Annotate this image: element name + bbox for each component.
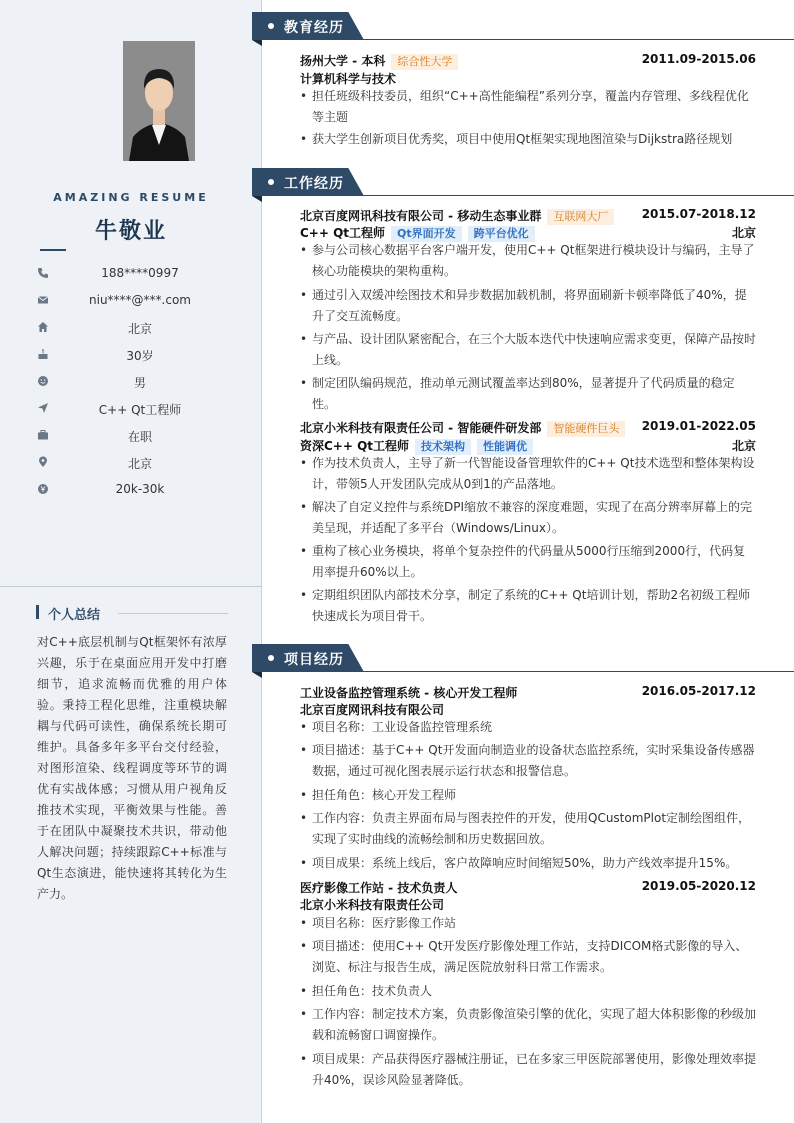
list-item: • 定期组织团队内部技术分享，制定了系统的C++ Qt培训计划，帮助2名初级工程师快速成长为项目骨干。	[300, 585, 756, 627]
list-item: • 工作内容：负责主界面布局与图表控件的开发，使用QCustomPlot定制绘图组件，实现了实时曲线的流畅绘制和历史数据回放。	[300, 808, 756, 850]
list-item: • 项目描述：基于C++ Qt开发面向制造业的设备状态监控系统，实时采集设备传感器数据，通过可视化图表展示运行状态和报警信息。	[300, 740, 756, 782]
project-company: 北京小米科技有限责任公司	[300, 898, 445, 912]
info-text: 北京	[127, 457, 152, 471]
info-position	[0, 399, 262, 419]
list-item: • 解决了自定义控件与系统DPI缩放不兼容的深度难题，实现了在高分辨率屏幕上的完美呈现，并适配了多平台（Windows/Linux）。	[300, 497, 756, 539]
job-role: C++ Qt工程师	[300, 226, 386, 240]
info-status	[0, 426, 262, 446]
project-date: 2016.05-2017.12	[641, 684, 756, 698]
job-city: 北京	[731, 226, 756, 240]
list-item: • 作为技术负责人，主导了新一代智能设备管理软件的C++ Qt技术选型和整体架构设计，带领5人开发团队完成从0到1的产品落地。	[300, 453, 756, 495]
company-tag: 互联网大厂	[547, 209, 614, 225]
summary-text: 对C++底层机制与Qt框架怀有浓厚兴趣，乐于在桌面应用开发中打磨细节，追求流畅而优雅的用户体验。秉持工程化思维，注重模块解耦与代码可读性，确保系统长期可维护。具备多年多平台交付经验，对图形渲染、线程调度等环节的调优有实战体感；习惯从用户视角反推技术实现，平衡效果与性能。善于在团队中凝聚技术共识，带动他人解决问题；持续跟踪C++标准与Qt生态演进，能快速将其转化为生产力。	[37, 635, 227, 901]
major: 计算机科学与技术	[300, 72, 397, 86]
send-icon	[37, 402, 49, 414]
info-text: 188****0997	[101, 266, 179, 280]
list-item: • 通过引入双缓冲绘图技术和异步数据加载机制，将界面刷新卡顿率降低了40%，提升了交互流畅度。	[300, 285, 756, 327]
list-item: • 重构了核心业务模块，将单个复杂控件的代码量从5000行压缩到2000行，代码复用率提升60%以上。	[300, 541, 756, 583]
company-name: 北京百度网讯科技有限公司 - 移动生态事业群	[300, 209, 542, 223]
info-location	[0, 453, 262, 473]
skill-tag: 性能调优	[477, 439, 533, 455]
company-tag: 智能硬件巨头	[547, 421, 625, 437]
job-city: 北京	[731, 439, 756, 453]
section-line	[262, 195, 794, 196]
summary-heading: 个人总结	[36, 604, 100, 623]
section-line	[262, 39, 794, 40]
list-item: • 参与公司核心数据平台客户端开发，使用C++ Qt框架进行模块设计与编码，主导了核心功能模块的架构重构。	[300, 240, 756, 282]
project-company: 北京百度网讯科技有限公司	[300, 703, 445, 717]
person-name: 牛敬业	[94, 219, 167, 244]
info-gender	[0, 372, 262, 392]
section-title: 教育经历	[284, 20, 344, 36]
list-item: • 制定团队编码规范，推动单元测试覆盖率达到80%，显著提升了代码质量的稳定性。	[300, 373, 756, 415]
info-text: 30岁	[126, 349, 154, 363]
section-header-work	[252, 168, 364, 196]
info-text: 北京	[127, 322, 152, 336]
list-item: • 工作内容：制定技术方案，负责影像渲染引擎的优化，实现了超大体积影像的秒级加载和流畅窗口调窗操作。	[300, 1004, 756, 1046]
section-header-education	[252, 12, 364, 40]
section-line	[262, 671, 794, 672]
job-date: 2019.01-2022.05	[641, 419, 756, 433]
project-name: 工业设备监控管理系统 - 核心开发工程师	[300, 686, 518, 700]
list-item: • 项目成果：系统上线后，客户故障响应时间缩短50%，助力产线效率提升15%。	[300, 853, 756, 874]
sidebar-divider	[0, 586, 262, 587]
list-item: • 项目成果：产品获得医疗器械注册证，已在多家三甲医院部署使用，影像处理效率提升40%，误诊风险显著降低。	[300, 1049, 756, 1091]
job-date: 2015.07-2018.12	[641, 207, 756, 221]
list-item: • 项目描述：使用C++ Qt开发医疗影像处理工作站，支持DICOM格式影像的导入、浏览、标注与报告生成，满足医院放射科日常工作需求。	[300, 936, 756, 978]
project-date: 2019.05-2020.12	[641, 879, 756, 893]
skill-tag: Qt界面开发	[391, 226, 462, 242]
education-date: 2011.09-2015.06	[641, 52, 756, 66]
info-email	[0, 291, 262, 311]
section-title: 工作经历	[284, 176, 344, 192]
school-tag: 综合性大学	[391, 54, 458, 70]
cake-icon	[37, 348, 49, 360]
smile-icon	[37, 375, 49, 387]
company-name: 北京小米科技有限责任公司 - 智能硬件研发部	[300, 421, 542, 435]
list-item: • 项目名称：医疗影像工作站	[300, 913, 756, 934]
list-item: • 担任角色：技术负责人	[300, 981, 756, 1002]
info-text: niu****@***.com	[89, 293, 191, 307]
location-icon	[37, 456, 49, 468]
list-item: • 获大学生创新项目优秀奖，项目中使用Qt框架实现地图渲染与Dijkstra路径规划	[300, 129, 756, 150]
project-name: 医疗影像工作站 - 技术负责人	[300, 881, 458, 895]
info-home	[0, 318, 262, 338]
phone-icon	[37, 267, 49, 279]
info-text: 20k-30k	[115, 482, 165, 496]
info-text: 在职	[127, 430, 152, 444]
info-salary	[0, 480, 262, 500]
main-content	[262, 0, 794, 1123]
brand-text: AMAZING RESUME	[53, 191, 209, 204]
section-header-projects	[252, 644, 364, 672]
sidebar	[0, 0, 262, 1123]
skill-tag: 技术架构	[415, 439, 471, 455]
info-text: 男	[133, 376, 146, 390]
avatar	[123, 41, 195, 161]
home-icon	[37, 321, 49, 333]
section-title: 项目经历	[284, 652, 344, 668]
info-phone	[0, 264, 262, 284]
money-icon	[37, 483, 49, 495]
list-item: • 与产品、设计团队紧密配合，在三个大版本迭代中快速响应需求变更，保障产品按时上线。	[300, 329, 756, 371]
list-item: • 担任班级科技委员，组织“C++高性能编程”系列分享，覆盖内存管理、多线程优化等主题	[300, 86, 756, 128]
list-item: • 项目名称：工业设备监控管理系统	[300, 717, 756, 738]
job-role: 资深C++ Qt工程师	[300, 439, 410, 453]
mail-icon	[37, 294, 49, 306]
briefcase-icon	[37, 429, 49, 441]
school-name: 扬州大学 - 本科	[300, 54, 386, 68]
info-age	[0, 345, 262, 365]
summary-heading-line	[118, 613, 228, 614]
list-item: • 担任角色：核心开发工程师	[300, 785, 756, 806]
name-underline	[40, 249, 66, 251]
skill-tag: 跨平台优化	[468, 226, 535, 242]
info-text: C++ Qt工程师	[98, 403, 182, 417]
